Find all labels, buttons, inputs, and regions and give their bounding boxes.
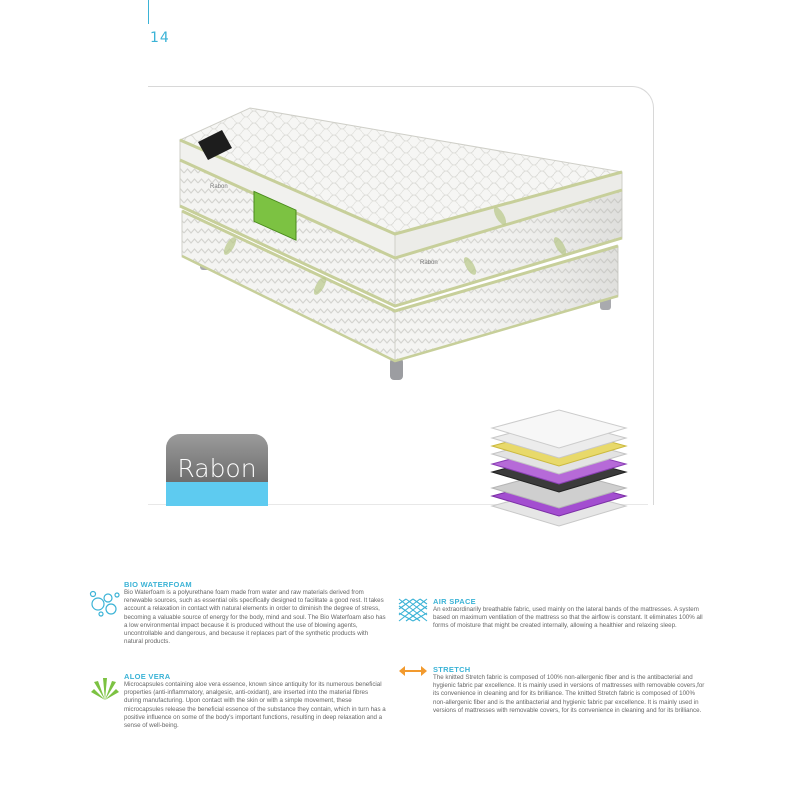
mesh-icon — [398, 598, 428, 622]
mattress-layers-image — [484, 406, 634, 534]
feature-text-bio-waterfoam: Bio Waterfoam is a polyurethane foam made from water and raw materials derived from renewable sources, such as essential oils specifically designed to facilitate a good rest. It takes account a relaxation in contact with natural elements in order to diminish the degree of stress, becoming a valuable source of energy for the body, mind and soul. The Bio Waterfoam also has a low environmental impact because it is produced without the use of blowing agents, uncontrollable and dangerous, and because it replaces part of the synthetic products with natural products. — [124, 589, 386, 646]
product-name-badge — [166, 434, 268, 506]
page-accent-rule — [148, 0, 149, 24]
stretch-arrows-icon — [398, 664, 428, 678]
feature-title-stretch: STRETCH — [433, 665, 471, 674]
aloe-plant-icon — [90, 672, 120, 702]
feature-title-aloe-vera: ALOE VERA — [124, 672, 171, 681]
feature-title-bio-waterfoam: BIO WATERFOAM — [124, 580, 192, 589]
mattress-image — [170, 96, 640, 396]
feature-text-air-space: An extraordinarily breathable fabric, used mainly on the lateral bands of the mattresses. A system based on maximum ventilation of the mattress so that the airflow is constant. It eliminates 100% all forms of moisture that might be created internally, allowing a healthier and relaxing sleep. — [433, 606, 703, 630]
product-name: Rabon — [177, 454, 257, 483]
bubbles-icon — [88, 588, 122, 618]
mattress-side-label-right: Rabon — [420, 260, 438, 266]
feature-title-air-space: AIR SPACE — [433, 597, 476, 606]
features-section — [88, 580, 708, 770]
badge-blue-band — [166, 482, 268, 506]
mattress-side-label-left: Rabon — [210, 184, 228, 190]
feature-text-stretch: The knitted Stretch fabric is composed of 100% non-allergenic fiber and is the antibacterial and hygienic fabric par excellence. It is mainly used in versions of mattresses with removable covers,for its convenience in cleaning and for its brilliance. The knitted Stretch fabric is composed of 100% non-allergenic fiber and is the antibacterial and hygienic fabric par excellence. It is mainly used in versions of mattresses with removable covers, for its convenience in cleaning and for its brilliance. — [433, 674, 705, 714]
page-number: 14 — [150, 30, 170, 46]
feature-text-aloe-vera: Microcapsules containing aloe vera essence, known since antiquity for its numerous beneficial properties (anti-inflammatory, analgesic, anti-oxidant), are inserted into the material fibres during manufacturing. Upon contact with the skin or with a simple movement, these microcapsules release the beneficial essence of the substance they contain, which in turn has a positive influence on some of the body's important functions, resulting in deep relaxation and a sense of well-being. — [124, 681, 386, 730]
